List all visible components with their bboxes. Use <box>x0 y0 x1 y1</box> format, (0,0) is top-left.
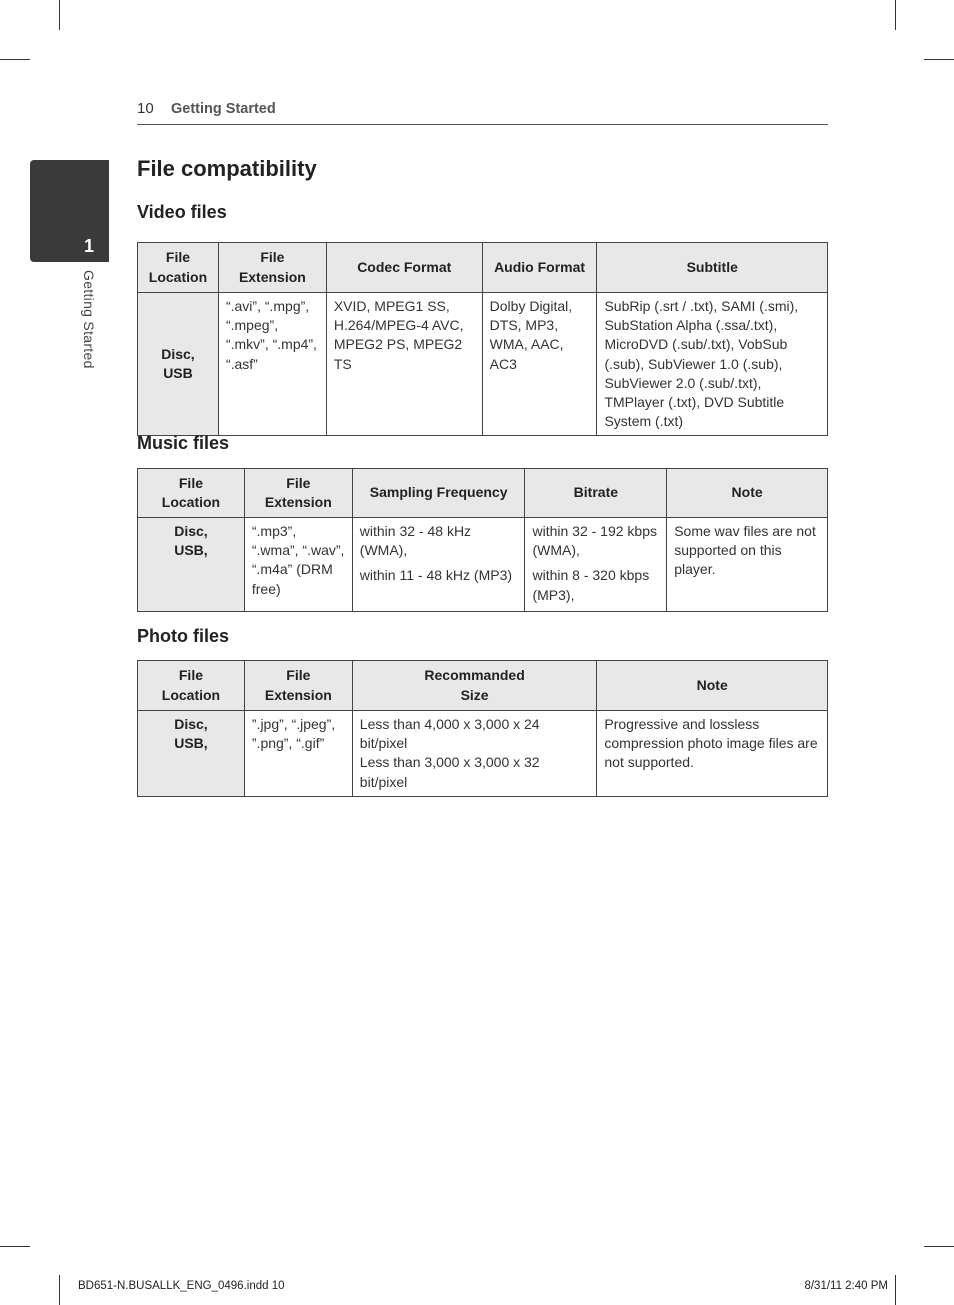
page-number: 10 <box>137 100 154 117</box>
column-header: Recommanded Size <box>352 661 597 711</box>
page-header <box>137 100 828 125</box>
column-header: Codec Format <box>326 243 482 293</box>
sampling-frequency: within 32 - 48 kHz (WMA), within 11 - 48 kHz (MP3) <box>352 518 525 612</box>
column-header: Sampling Frequency <box>352 469 525 518</box>
audio-format: Dolby Digital, DTS, MP3, WMA, AAC, AC3 <box>482 293 597 436</box>
recommended-size: Less than 4,000 x 3,000 x 24 bit/pixel Less than 3,000 x 3,000 x 32 bit/pixel <box>352 711 597 797</box>
crop-mark <box>895 1275 896 1305</box>
file-location: Disc, USB <box>138 293 219 436</box>
file-location: Disc, USB, <box>138 711 245 797</box>
crop-mark <box>0 59 30 60</box>
file-location: Disc, USB, <box>138 518 245 612</box>
bitrate: within 32 - 192 kbps (WMA), within 8 - 320 kbps (MP3), <box>525 518 667 612</box>
crop-mark <box>924 59 954 60</box>
footer-file: BD651-N.BUSALLK_ENG_0496.indd 10 <box>78 1280 285 1292</box>
column-header: Audio Format <box>482 243 597 293</box>
column-header: File Extension <box>244 661 352 711</box>
crop-mark <box>895 0 896 30</box>
music-table <box>137 468 828 612</box>
section-title: Getting Started <box>171 101 276 117</box>
column-header: Note <box>667 469 828 518</box>
photo-heading: Photo files <box>137 626 230 646</box>
column-header: File Extension <box>218 243 326 293</box>
note: Some wav files are not supported on this player. <box>667 518 828 612</box>
column-header: File Location <box>138 243 219 293</box>
column-header: File Location <box>138 469 245 518</box>
column-header: File Extension <box>244 469 352 518</box>
file-extension: ”.jpg”, “.jpeg”, ”.png”, “.gif” <box>244 711 352 797</box>
photo-table <box>137 660 828 797</box>
crop-mark <box>59 0 60 30</box>
music-heading: Music files <box>137 433 230 453</box>
chapter-number: 1 <box>84 236 95 256</box>
footer-date: 8/31/11 2:40 PM <box>804 1280 888 1292</box>
chapter-tab <box>30 160 109 262</box>
table-row <box>138 711 828 797</box>
file-extension: “.mp3”, “.wma”, “.wav”, “.m4a” (DRM free) <box>244 518 352 612</box>
file-extension: “.avi”, “.mpg”, “.mpeg”, “.mkv”, “.mp4”, “.asf” <box>218 293 326 436</box>
column-header: Subtitle <box>597 243 828 293</box>
column-header: Bitrate <box>525 469 667 518</box>
video-heading: Video files <box>137 202 227 222</box>
column-header: File Location <box>138 661 245 711</box>
column-header: Note <box>597 661 828 711</box>
crop-mark <box>0 1246 30 1247</box>
crop-mark <box>59 1275 60 1305</box>
table-row <box>138 518 828 612</box>
video-table <box>137 242 828 436</box>
note: Progressive and lossless compression photo image files are not supported. <box>597 711 828 797</box>
table-row <box>138 293 828 436</box>
codec-format: XVID, MPEG1 SS, H.264/MPEG-4 AVC, MPEG2 PS, MPEG2 TS <box>326 293 482 436</box>
subtitle-format: SubRip (.srt / .txt), SAMI (.smi), SubStation Alpha (.ssa/.txt), MicroDVD (.sub/.txt), VobSub (.sub), SubViewer 1.0 (.sub), SubViewer 2.0 (.sub/.txt), TMPlayer (.txt), DVD Subtitle System (.txt) <box>597 293 828 436</box>
crop-mark <box>924 1246 954 1247</box>
chapter-label: Getting Started <box>81 270 97 369</box>
page-title: File compatibility <box>137 156 317 181</box>
